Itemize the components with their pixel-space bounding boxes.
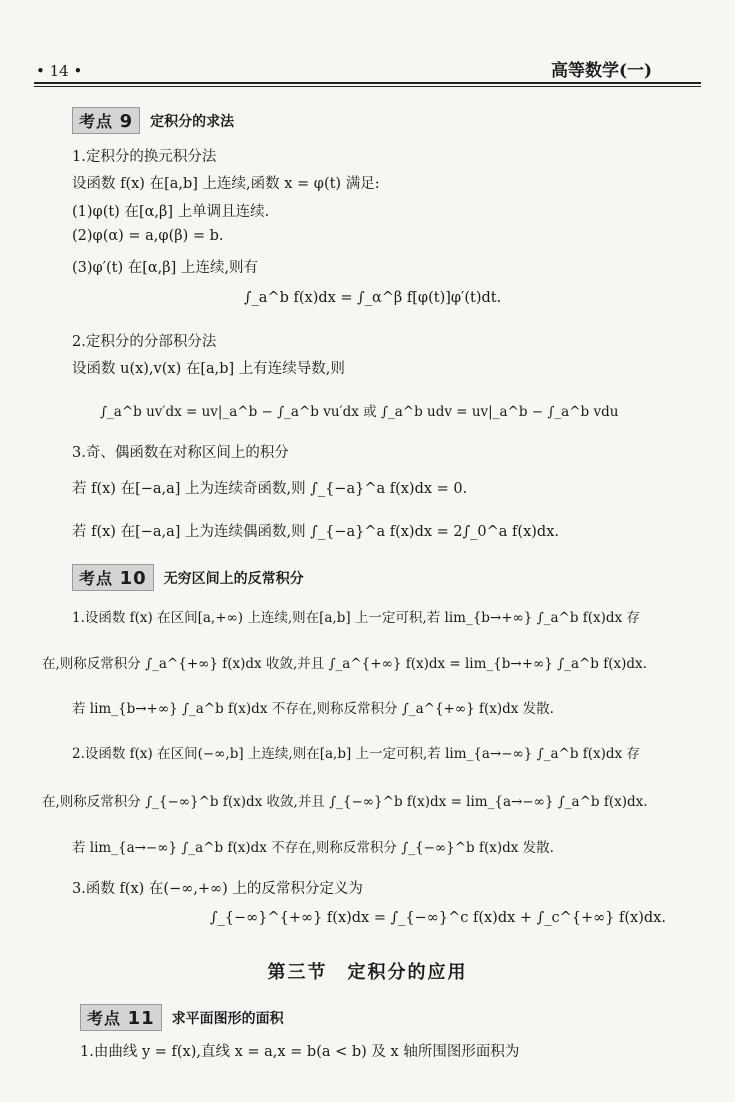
s3-heading: 3.奇、偶函数在对称区间上的积分 bbox=[72, 445, 289, 461]
t10-p2-line1: 2.设函数 f(x) 在区间(−∞,b] 上连续,则在[a,b] 上一定可积,若 lim_{a→−∞} ∫_a^b f(x)dx 存 bbox=[72, 746, 640, 762]
s1-condition-1: (1)φ(t) 在[α,β] 上单调且连续. bbox=[72, 204, 270, 220]
topic-10-tag: 考点 10 bbox=[72, 564, 154, 591]
topic-10-title: 无穷区间上的反常积分 bbox=[163, 570, 304, 587]
s1-intro: 设函数 f(x) 在[a,b] 上连续,函数 x = φ(t) 满足: bbox=[72, 176, 380, 192]
s2-formula: ∫_a^b uv′dx = uv|_a^b − ∫_a^b vu′dx 或 ∫_a^b udv = uv|_a^b − ∫_a^b vdu bbox=[100, 404, 619, 420]
header-rule bbox=[34, 82, 701, 84]
s2-heading: 2.定积分的分部积分法 bbox=[72, 334, 217, 350]
topic-9-title: 定积分的求法 bbox=[150, 113, 235, 130]
t10-p2-line3: 若 lim_{a→−∞} ∫_a^b f(x)dx 不存在,则称反常积分 ∫_{−∞}^b f(x)dx 发散. bbox=[72, 840, 554, 856]
t10-p2-line2: 在,则称反常积分 ∫_{−∞}^b f(x)dx 收敛,并且 ∫_{−∞}^b f(x)dx = lim_{a→−∞} ∫_a^b f(x)dx. bbox=[42, 794, 648, 810]
s1-condition-2: (2)φ(α) = a,φ(β) = b. bbox=[72, 228, 224, 244]
topic-9-header bbox=[72, 107, 234, 134]
s1-formula: ∫_a^b f(x)dx = ∫_α^β f[φ(t)]φ′(t)dt. bbox=[244, 290, 502, 306]
topic-9-tag: 考点 9 bbox=[72, 107, 140, 134]
book-title: 高等数学(一) bbox=[551, 61, 653, 81]
s2-intro: 设函数 u(x),v(x) 在[a,b] 上有连续导数,则 bbox=[72, 361, 345, 377]
t10-p1-line3: 若 lim_{b→+∞} ∫_a^b f(x)dx 不存在,则称反常积分 ∫_a^{+∞} f(x)dx 发散. bbox=[72, 701, 554, 717]
t10-p1-line1: 1.设函数 f(x) 在区间[a,+∞) 上连续,则在[a,b] 上一定可积,若 lim_{b→+∞} ∫_a^b f(x)dx 存 bbox=[72, 610, 640, 626]
topic-11-header bbox=[80, 1004, 284, 1031]
topic-11-title: 求平面图形的面积 bbox=[171, 1010, 284, 1027]
t11-p1-line1: 1.由曲线 y = f(x),直线 x = a,x = b(a < b) 及 x 轴所围图形面积为 bbox=[80, 1044, 520, 1060]
section-title: 第三节 定积分的应用 bbox=[267, 962, 468, 983]
s3-even: 若 f(x) 在[−a,a] 上为连续偶函数,则 ∫_{−a}^a f(x)dx = 2∫_0^a f(x)dx. bbox=[72, 524, 559, 540]
topic-10-header bbox=[72, 564, 304, 591]
s1-heading: 1.定积分的换元积分法 bbox=[72, 149, 217, 165]
s1-condition-3: (3)φ′(t) 在[α,β] 上连续,则有 bbox=[72, 260, 259, 276]
page-number: • 14 • bbox=[36, 62, 83, 80]
topic-11-tag: 考点 11 bbox=[80, 1004, 162, 1031]
s3-odd: 若 f(x) 在[−a,a] 上为连续奇函数,则 ∫_{−a}^a f(x)dx = 0. bbox=[72, 481, 468, 497]
header-rule-thin bbox=[34, 86, 701, 87]
t10-p3-formula: ∫_{−∞}^{+∞} f(x)dx = ∫_{−∞}^c f(x)dx + ∫_c^{+∞} f(x)dx. bbox=[210, 910, 666, 926]
t10-p1-line2: 在,则称反常积分 ∫_a^{+∞} f(x)dx 收敛,并且 ∫_a^{+∞} f(x)dx = lim_{b→+∞} ∫_a^b f(x)dx. bbox=[42, 656, 647, 672]
t10-p3-line1: 3.函数 f(x) 在(−∞,+∞) 上的反常积分定义为 bbox=[72, 881, 363, 897]
